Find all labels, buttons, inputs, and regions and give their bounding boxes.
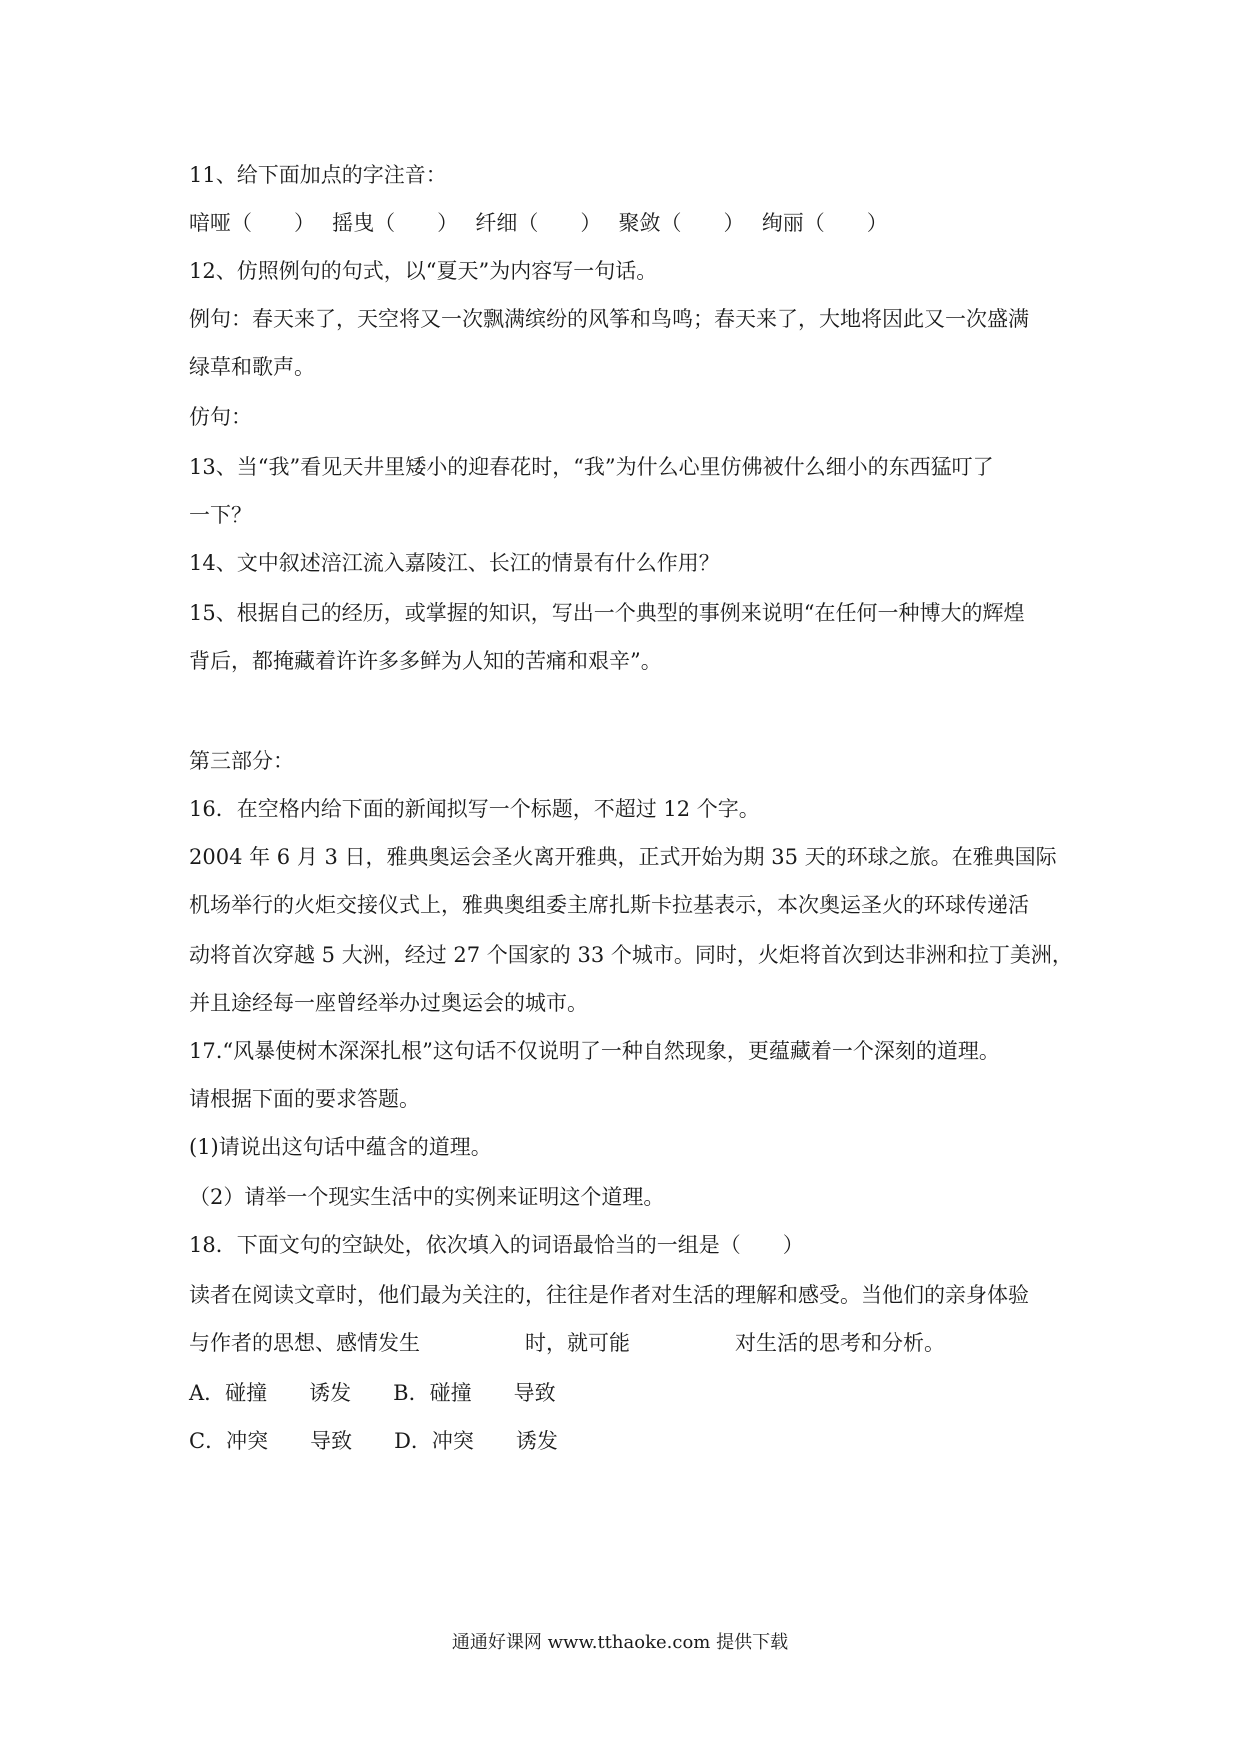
q17-line2: 请根据下面的要求答题。 bbox=[189, 1087, 420, 1111]
q17-sub2: （2）请举一个现实生活中的实例来证明这个道理。 bbox=[189, 1185, 665, 1209]
q12-example-line2: 绿草和歌声。 bbox=[189, 355, 315, 379]
q18-passage-line2: 与作者的思想、感情发生 时，就可能 对生活的思考和分析。 bbox=[189, 1331, 945, 1355]
q17-sub1: (1)请说出这句话中蕴含的道理。 bbox=[189, 1135, 492, 1159]
q12-prompt: 12、仿照例句的句式，以“夏天”为内容写一句话。 bbox=[189, 259, 658, 283]
q12-answer-label: 仿句： bbox=[189, 405, 252, 429]
section-three-heading: 第三部分： bbox=[189, 749, 294, 773]
q18-prompt: 18．下面文句的空缺处，依次填入的词语最恰当的一组是（ ） bbox=[189, 1233, 804, 1257]
q18-options-ab: A．碰撞 诱发 B．碰撞 导致 bbox=[189, 1381, 556, 1405]
q16-prompt: 16．在空格内给下面的新闻拟写一个标题，不超过 12 个字。 bbox=[189, 797, 760, 821]
q11-items: 喑哑（ ） 摇曳（ ） 纤细（ ） 聚敛（ ） 绚丽（ ） bbox=[189, 211, 888, 235]
q15-line2: 背后，都掩藏着许许多多鲜为人知的苦痛和艰辛”。 bbox=[189, 649, 662, 673]
page-footer: 通通好课网 www.tthaoke.com 提供下载 bbox=[451, 1632, 789, 1653]
q16-news-line4: 并且途经每一座曾经举办过奥运会的城市。 bbox=[189, 991, 588, 1015]
q17-line1: 17.“风暴使树木深深扎根”这句话不仅说明了一种自然现象，更蕴藏着一个深刻的道理。 bbox=[189, 1039, 1000, 1063]
q11-prompt: 11、给下面加点的字注音： bbox=[189, 163, 447, 187]
q18-options-cd: C．冲突 导致 D．冲突 诱发 bbox=[189, 1429, 558, 1453]
q15-line1: 15、根据自己的经历，或掌握的知识，写出一个典型的事例来说明“在任何一种博大的辉煌 bbox=[189, 601, 1025, 625]
q16-news-line2: 机场举行的火炬交接仪式上，雅典奥组委主席扎斯卡拉基表示，本次奥运圣火的环球传递活 bbox=[189, 893, 1029, 917]
q14: 14、文中叙述涪江流入嘉陵江、长江的情景有什么作用？ bbox=[189, 551, 720, 575]
q13-line1: 13、当“我”看见天井里矮小的迎春花时，“我”为什么心里仿佛被什么细小的东西猛叮了 bbox=[189, 455, 994, 479]
q13-line2: 一下？ bbox=[189, 503, 252, 527]
q16-news-line3: 动将首次穿越 5 大洲，经过 27 个国家的 33 个城市。同时，火炬将首次到达非洲和拉丁美洲， bbox=[189, 943, 1073, 967]
q16-news-line1: 2004 年 6 月 3 日，雅典奥运会圣火离开雅典，正式开始为期 35 天的环球之旅。在雅典国际 bbox=[189, 845, 1057, 869]
q18-passage-line1: 读者在阅读文章时，他们最为关注的，往往是作者对生活的理解和感受。当他们的亲身体验 bbox=[189, 1283, 1029, 1307]
q12-example-line1: 例句：春天来了，天空将又一次飘满缤纷的风筝和鸟鸣；春天来了，大地将因此又一次盛满 bbox=[189, 307, 1029, 331]
